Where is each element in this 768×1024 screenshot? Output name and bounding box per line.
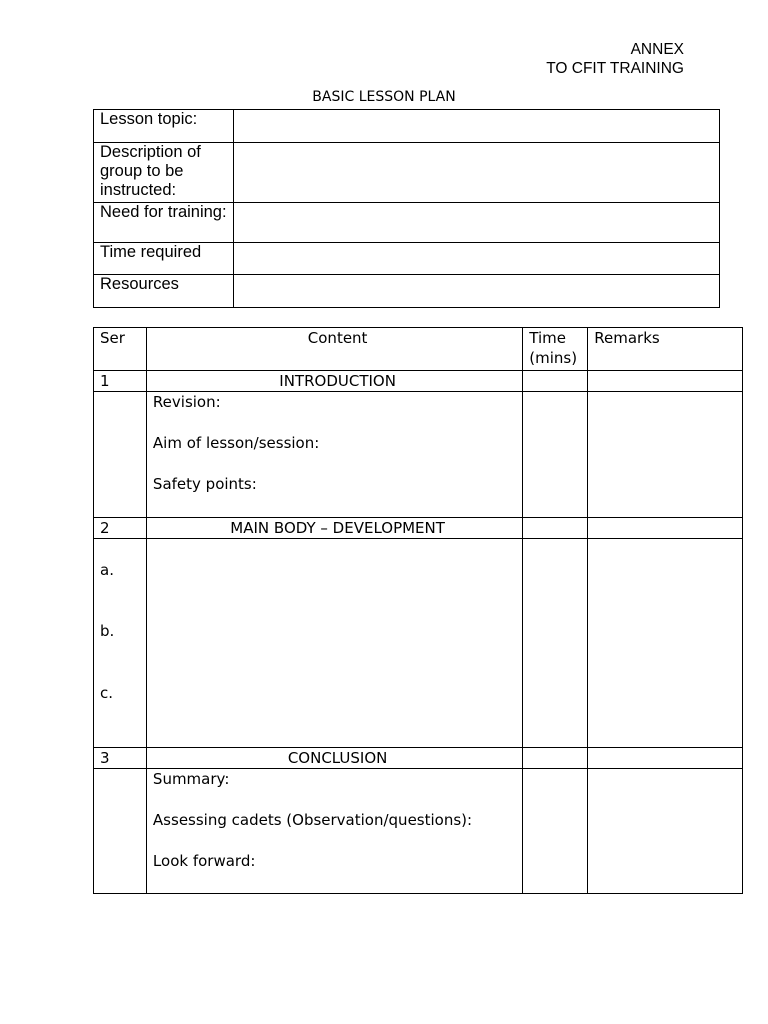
header-time: Time (mins): [523, 328, 588, 371]
sub-item-marker: a.: [100, 561, 114, 579]
document-title: BASIC LESSON PLAN: [312, 89, 456, 105]
section-body-conclusion: [94, 769, 743, 894]
info-value-field[interactable]: [233, 275, 719, 308]
section-ser: 3: [94, 748, 147, 769]
time-field[interactable]: [523, 392, 588, 518]
content-body[interactable]: [146, 769, 522, 894]
time-field[interactable]: [523, 371, 588, 392]
remarks-field[interactable]: [588, 518, 743, 539]
section-row-conclusion: [94, 748, 743, 769]
content-body[interactable]: [146, 539, 522, 748]
header-content: Content: [146, 328, 522, 371]
time-field[interactable]: [523, 769, 588, 894]
annex-line-1: ANNEX: [630, 41, 684, 58]
section-row-introduction: [94, 371, 743, 392]
info-row-description: [94, 143, 720, 203]
remarks-field[interactable]: [588, 748, 743, 769]
content-item: Revision:: [152, 393, 221, 411]
remarks-field[interactable]: [588, 371, 743, 392]
info-value-field[interactable]: [233, 243, 719, 275]
section-body-main: [94, 539, 743, 748]
remarks-field[interactable]: [588, 539, 743, 748]
remarks-field[interactable]: [588, 769, 743, 894]
remarks-field[interactable]: [588, 392, 743, 518]
ser-blank: [94, 392, 147, 518]
sub-item-markers: [94, 539, 147, 748]
annex-header: [546, 40, 684, 78]
info-label: Need for training:: [94, 203, 234, 243]
ser-blank: [94, 769, 147, 894]
info-label: Description of group to be instructed:: [94, 143, 234, 203]
section-ser: 2: [94, 518, 147, 539]
annex-line-2: TO CFIT TRAINING: [546, 60, 684, 77]
section-row-main-body: [94, 518, 743, 539]
time-field[interactable]: [523, 518, 588, 539]
lesson-info-table: [93, 109, 720, 308]
content-item: Aim of lesson/session:: [152, 434, 320, 452]
info-row-resources: [94, 275, 720, 308]
info-value-field[interactable]: [233, 203, 719, 243]
header-ser: Ser: [94, 328, 147, 371]
info-row-need: [94, 203, 720, 243]
section-title: MAIN BODY – DEVELOPMENT: [146, 518, 522, 539]
lesson-content-table: [93, 327, 743, 894]
info-label: Time required: [94, 243, 234, 275]
info-value-field[interactable]: [233, 143, 719, 203]
sub-item-marker: b.: [100, 622, 115, 640]
content-item: Summary:: [152, 770, 230, 788]
section-body-introduction: [94, 392, 743, 518]
content-item: Assessing cadets (Observation/questions):: [152, 811, 473, 829]
info-value-field[interactable]: [233, 110, 719, 143]
time-field[interactable]: [523, 748, 588, 769]
content-item: Safety points:: [152, 475, 257, 493]
section-title: CONCLUSION: [146, 748, 522, 769]
sub-item-marker: c.: [100, 684, 114, 702]
section-ser: 1: [94, 371, 147, 392]
info-row-time: [94, 243, 720, 275]
info-row-topic: [94, 110, 720, 143]
header-remarks: Remarks: [588, 328, 743, 371]
info-label: Lesson topic:: [94, 110, 234, 143]
time-field[interactable]: [523, 539, 588, 748]
info-label: Resources: [94, 275, 234, 308]
content-item: Look forward:: [152, 852, 256, 870]
section-title: INTRODUCTION: [146, 371, 522, 392]
content-body[interactable]: [146, 392, 522, 518]
table-header-row: [94, 328, 743, 371]
